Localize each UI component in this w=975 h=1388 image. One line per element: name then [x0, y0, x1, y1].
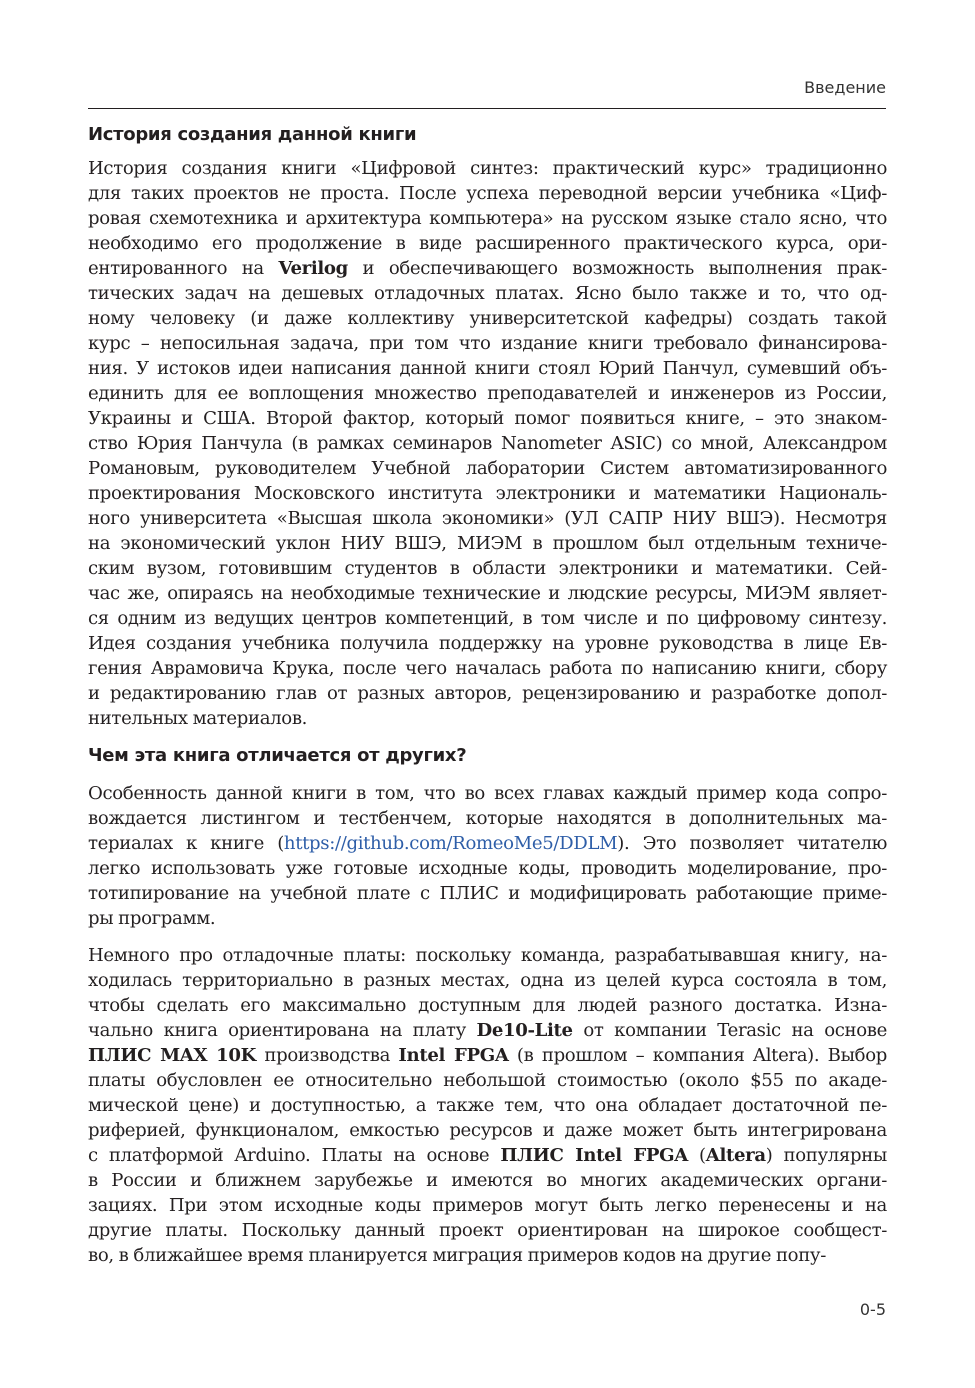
text-line: ходилась территориально в разных местах, одна из целей курса состояла в том,	[88, 970, 887, 991]
text-line: Особенность данной книги в том, что во всех главах каждый пример кода сопро-	[88, 783, 887, 804]
text-line: ПЛИС MAX 10K производства Intel FPGA (в прошлом – компания Altera). Выбор	[88, 1045, 887, 1066]
paragraph-history	[88, 156, 887, 731]
text-line: ровая схемотехника и архитектура компьютера» на русском языке стало ясно, что	[88, 208, 887, 229]
text-line: во, в ближайшее время планируется миграция примеров кодов на другие попу-	[88, 1245, 826, 1266]
text-line: нительных материалов.	[88, 708, 308, 729]
paragraph-differences-1	[88, 781, 887, 931]
text-line: на экономический уклон НИУ ВШЭ, МИЭМ в прошлом был отдельным техниче-	[88, 533, 887, 554]
bold-term: Verilog	[278, 258, 348, 279]
text-line: и редактированию глав от разных авторов, рецензированию и разработке допол-	[88, 683, 887, 704]
text-line: Идея создания учебника получила поддержку на уровне руководства в лице Ев-	[88, 633, 887, 654]
text-line: вождается листингом и тестбенчем, которые находятся в дополнительных ма-	[88, 808, 887, 829]
text-line: Романовым, руководителем Учебной лаборатории Систем автоматизированного	[88, 458, 887, 479]
text-line: проектирования Московского института электроники и математики Националь-	[88, 483, 887, 504]
text-line: платы обусловлен ее относительно небольшой стоимостью (около $55 по акаде-	[88, 1070, 887, 1091]
bold-term: Intel FPGA	[398, 1045, 509, 1066]
text-line: ентированного на Verilog и обеспечивающего возможность выполнения прак-	[88, 258, 888, 279]
text-line: териалах к книге (https://github.com/RomeoMe5/DDLM). Это позволяет читателю	[88, 833, 887, 854]
text-line: Украины и США. Второй фактор, который помог появиться книге, – это знаком-	[88, 408, 887, 429]
github-link[interactable]: https://github.com/RomeoMe5/DDLM	[283, 833, 618, 854]
text-line: ся одним из ведущих центров компетенций, в том числе и по цифровому синтезу.	[88, 608, 887, 629]
text-line: ния. У истоков идеи написания данной книги стоял Юрий Панчул, сумевший объ-	[88, 358, 887, 379]
text-line: История создания книги «Цифровой синтез: практический курс» традиционно	[88, 158, 887, 179]
text-line: гения Аврамовича Крука, после чего началась работа по написанию книги, сбору	[88, 658, 887, 679]
text-line: чтобы сделать его максимально доступным для людей разного достатка. Изна-	[88, 995, 887, 1016]
text-line: для таких проектов не проста. После успеха переводной версии учебника «Циф-	[88, 183, 887, 204]
section-heading-differences: Чем эта книга отличается от других?	[88, 745, 467, 766]
text-line: ство Юрия Панчула (в рамках семинаров Nanometer ASIC) со мной, Александром	[88, 433, 887, 454]
text-line: другие платы. Поскольку данный проект ориентирован на широкое сообщест-	[88, 1220, 887, 1241]
text-line: тических задач на дешевых отладочных платах. Ясно было также и то, что од-	[88, 283, 887, 304]
text-line: с платформой Arduino. Платы на основе ПЛИС Intel FPGA (Altera) популярны	[88, 1145, 887, 1166]
text-line: риферией, функционалом, емкостью ресурсов и даже может быть интегрирована	[88, 1120, 887, 1141]
text-line: Немного про отладочные платы: поскольку команда, разрабатывавшая книгу, на-	[88, 945, 887, 966]
text-line: час же, опираясь на необходимые технические и людские ресурсы, МИЭМ являет-	[88, 583, 887, 604]
paragraph-differences-2	[88, 943, 887, 1268]
text-line: зациях. При этом исходные коды примеров могут быть легко перенесены и на	[88, 1195, 887, 1216]
text-line: легко использовать уже готовые исходные коды, проводить моделирование, про-	[88, 858, 887, 879]
text-line: в России и ближнем зарубежье и имеются во многих академических органи-	[88, 1170, 887, 1191]
page-number: 0-5	[859, 1300, 886, 1319]
running-title: Введение	[804, 78, 886, 97]
section-heading-history: История создания данной книги	[88, 124, 417, 145]
text-line: чально книга ориентирована на плату De10-Lite от компании Terasic на основе	[88, 1020, 887, 1041]
text-line: ским вузом, готовившим студентов в области электроники и математики. Сей-	[88, 558, 887, 579]
bold-term: ПЛИС MAX 10K	[88, 1045, 256, 1066]
text-line: тотипирование на учебной плате с ПЛИС и модифицировать работающие приме-	[88, 883, 887, 904]
text-line: ного университета «Высшая школа экономики» (УЛ САПР НИУ ВШЭ). Несмотря	[88, 508, 887, 529]
text-line: единить для ее воплощения множество преподавателей и инженеров из России,	[88, 383, 887, 404]
bold-term: De10-Lite	[476, 1020, 573, 1041]
text-line: ры программ.	[88, 908, 216, 929]
text-line: мической цене) и доступностью, а также тем, что она обладает достаточной пе-	[88, 1095, 887, 1116]
bold-term: Altera	[705, 1145, 766, 1166]
header-divider	[88, 108, 886, 109]
text-line: курс – непосильная задача, при том что издание книги требовало финансирова-	[88, 333, 887, 354]
text-line: ному человеку (и даже коллективу университетской кафедры) создать такой	[88, 308, 887, 329]
bold-term: ПЛИС Intel FPGA	[500, 1145, 688, 1166]
text-line: необходимо его продолжение в виде расширенного практического курса, ори-	[88, 233, 887, 254]
